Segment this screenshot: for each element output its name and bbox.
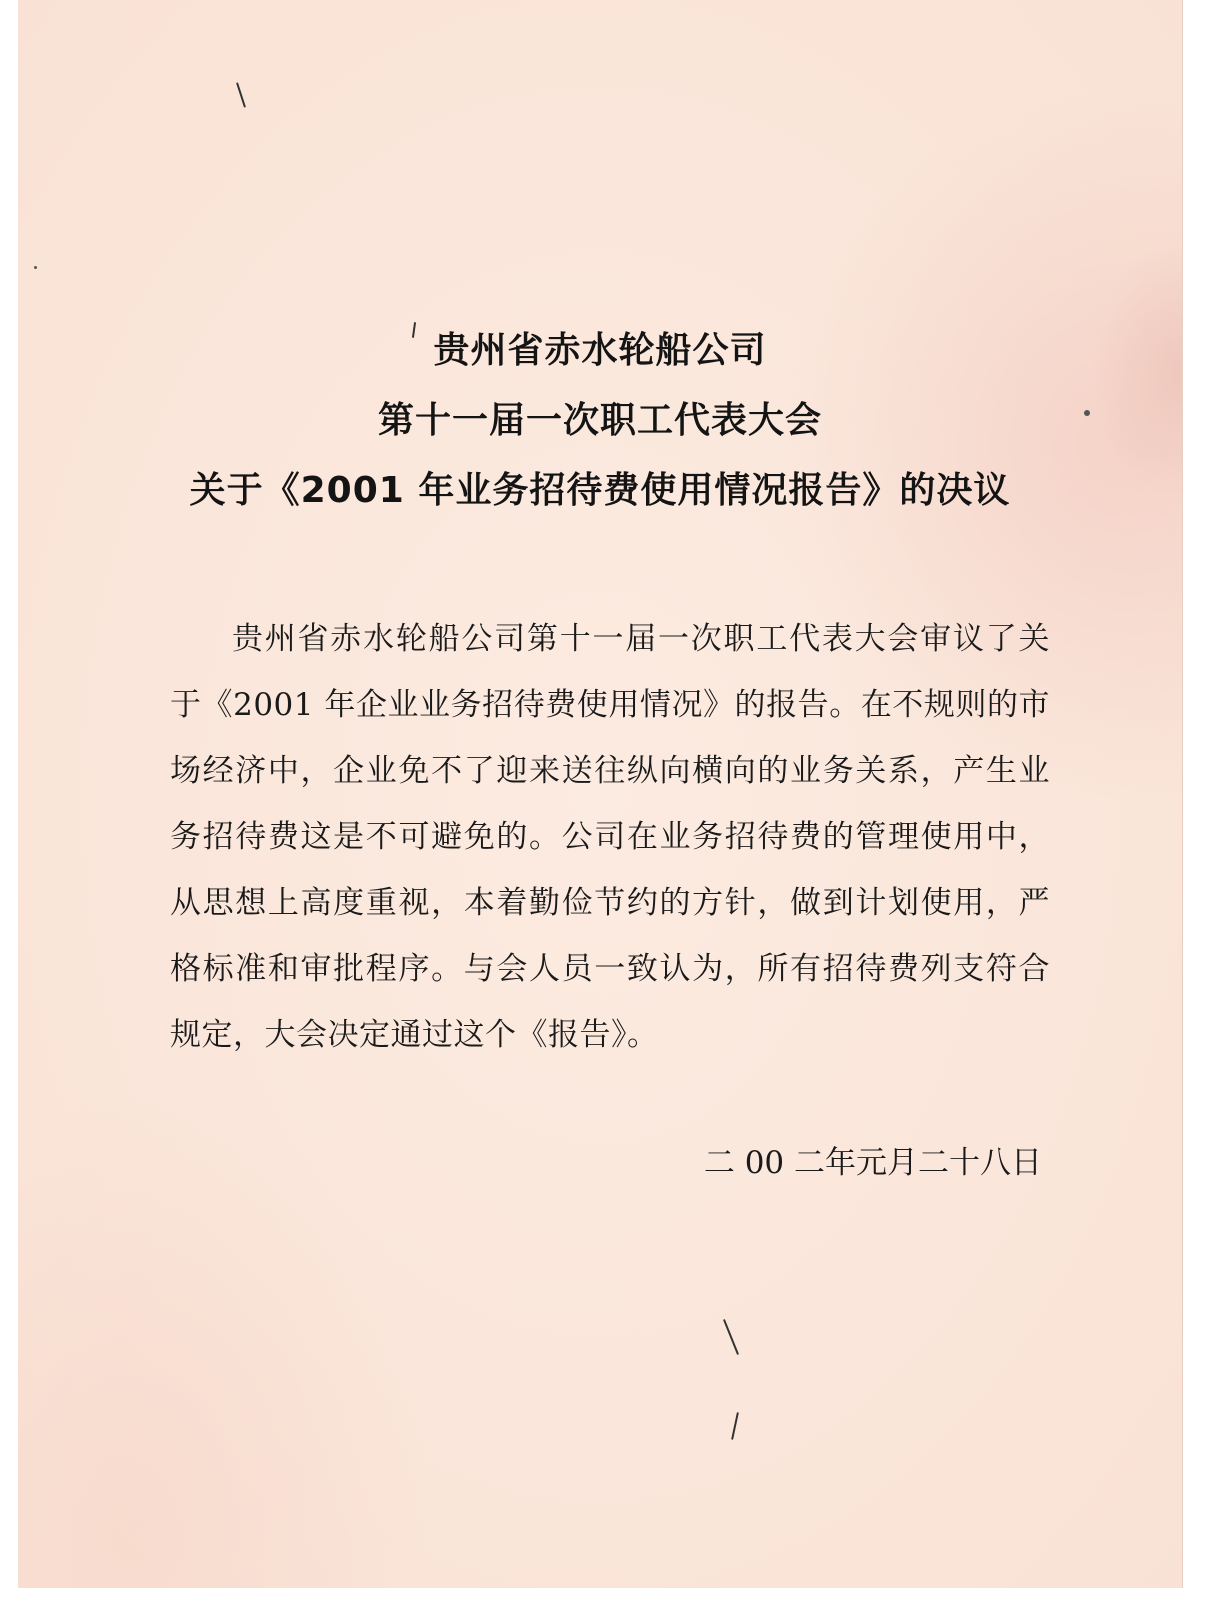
title-line-resolution: 关于《2001 年业务招待费使用情况报告》的决议	[189, 470, 1011, 511]
document-title	[18, 316, 1182, 526]
scan-mark	[236, 82, 246, 107]
scan-speck	[34, 266, 37, 269]
document-page	[18, 0, 1182, 1588]
scan-mark	[731, 1412, 739, 1440]
title-line-company: 贵州省赤水轮船公司	[433, 330, 767, 371]
title-line-congress: 第十一届一次职工代表大会	[377, 400, 822, 441]
document-date: 二 00 二年元月二十八日	[703, 1145, 1042, 1181]
scan-speck	[1084, 410, 1090, 416]
scan-mark	[723, 1319, 739, 1355]
resolution-body: 贵州省赤水轮船公司第十一届一次职工代表大会审议了关于《2001 年企业业务招待费使用情况》的报告。在不规则的市场经济中，企业免不了迎来送往纵向横向的业务关系，产生业务招待费这是不可避免的。公司在业务招待费的管理使用中，从思想上高度重视，本着勤俭节约的方针，做到计划使用，严格标准和审批程序。与会人员一致认为，所有招待费列支符合规定，大会决定通过这个《报告》。	[170, 621, 1050, 1053]
